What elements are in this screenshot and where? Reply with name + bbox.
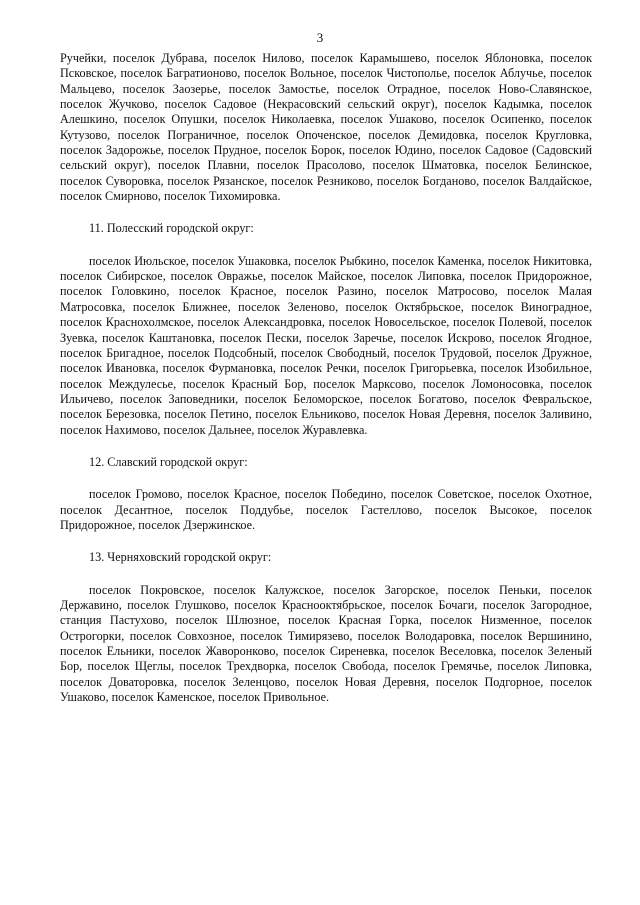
section-heading-polessky: 11. Полесский городской округ: [89, 221, 254, 236]
section-heading-chernyakhovsky: 13. Черняховский городской округ: [89, 550, 272, 565]
settlement-list-chernyakhovsky: поселок Покровское, поселок Калужское, поселок Загорское, поселок Пеньки, поселок Державино, поселок Глушково, поселок Краснооктябрьское, поселок Бочаги, поселок Загородное, станция Пастухово, поселок Шлюзное, поселок Красная Горка, поселок Низменное, поселок Острогорки, поселок Совхозное, поселок Тимирязево, поселок Володаровка, поселок Вершинино, поселок Ельники, поселок Жаворонково, поселок Сиреневка, поселок Веселовка, поселок Зеленый Бор, поселок Щеглы, поселок Трехдворка, поселок Свобода, поселок Гремячье, поселок Липовка, поселок Доваторовка, поселок Зеленцово, поселок Новая Деревня, поселок Подгорное, поселок Ушаково, поселок Каменское, поселок Привольное. [60, 582, 592, 705]
settlement-list-polessky: поселок Июльское, поселок Ушаковка, поселок Рыбкино, поселок Каменка, поселок Никитовка, поселок Сибирское, поселок Овражье, поселок Майское, поселок Липовка, поселок Придорожное, поселок Головкино, поселок Красное, поселок Разино, поселок Матросово, поселок Малая Матросовка, поселок Ближнее, поселок Зеленово, поселок Октябрьское, поселок Виноградное, поселок Краснохолмское, поселок Александровка, поселок Новосельское, поселок Полевой, поселок Зуевка, поселок Каштановка, поселок Пески, поселок Заречье, поселок Искрово, поселок Ягодное, поселок Бригадное, поселок Подсобный, поселок Свободный, поселок Трудовой, поселок Дружное, поселок Ивановка, поселок Фурмановка, поселок Речки, поселок Григорьевка, поселок Изобильное, поселок Междулесье, поселок Красный Бор, поселок Марксово, поселок Ломоносовка, поселок Ильичево, поселок Заповедники, поселок Беломорское, поселок Богатово, поселок Февральское, поселок Березовка, поселок Петино, поселок Ельниково, поселок Новая Деревня, поселок Заливино, поселок Нахимово, поселок Дальнее, поселок Журавлевка. [60, 253, 592, 437]
page-number: 3 [316, 30, 324, 45]
settlement-list-continuation: Ручейки, поселок Дубрава, поселок Нилово, поселок Карамышево, поселок Яблоновка, поселок Псковское, поселок Багратионово, поселок Вольное, поселок Чистополье, поселок Аблучье, поселок Мальцево, поселок Заозерье, поселок Замостье, поселок Отрадное, поселок Ново-Славянское, поселок Жучково, поселок Садовое (Некрасовский сельский округ), поселок Кадымка, поселок Алешкино, поселок Опушки, поселок Николаевка, поселок Ушаково, поселок Осипенко, поселок Кутузово, поселок Пограничное, поселок Опоченское, поселок Демидовка, поселок Кругловка, поселок Задорожье, поселок Прудное, поселок Борок, поселок Юдино, поселок Садовое (Садовский сельский округ), поселок Плавни, поселок Прасолово, поселок Шматовка, поселок Белинское, поселок Суворовка, поселок Рязанское, поселок Резниково, поселок Богданово, поселок Валдайское, поселок Смирново, поселок Тихомировка. [60, 51, 592, 204]
section-heading-slavsky: 12. Славский городской округ: [89, 454, 248, 469]
settlement-list-slavsky: поселок Громово, поселок Красное, поселок Победино, поселок Советское, поселок Охотное, поселок Десантное, поселок Поддубье, поселок Гастеллово, поселок Высокое, поселок Придорожное, поселок Дзержинское. [60, 487, 592, 532]
document-body [60, 51, 592, 705]
